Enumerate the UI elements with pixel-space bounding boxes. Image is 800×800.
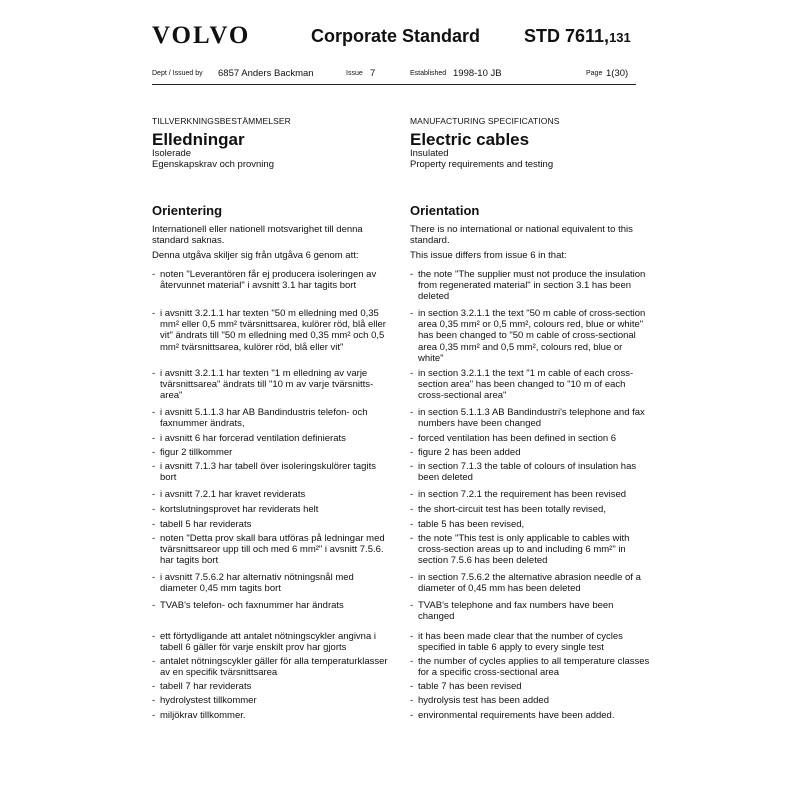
english-category: MANUFACTURING SPECIFICATIONS <box>410 116 560 126</box>
page-value: 1(30) <box>606 68 629 79</box>
english-change-item: - the note "This test is only applicable to cables with cross-section areas up to and including 6 mm²" in section 7.5.6 has been deleted <box>410 533 630 567</box>
swedish-change-item: - tabell 7 har reviderats <box>152 681 252 692</box>
swedish-category: TILLVERKNINGSBESTÄMMELSER <box>152 116 291 126</box>
header-divider <box>152 84 636 85</box>
swedish-change-item: - antalet nötningscykler gäller för alla temperaturklasser av en specifik tvärsnittsarea <box>152 656 388 679</box>
english-change-item: - in section 7.1.3 the table of colours of insulation has been deleted <box>410 461 637 484</box>
swedish-change-item: - noten "Leverantören får ej producera isoleringen av återvunnet material" i avsnitt 3.1 har tagits bort <box>152 269 377 292</box>
english-change-item: - in section 3.2.1.1 the text "50 m cable of cross-section area 0,35 mm² or 0,5 mm², colours red, blue or white" has been changed to "50 m cable of cross-sectional area 0,35 mm² and 0,5 mm², colours red, blue or white" <box>410 308 646 364</box>
english-change-item: - hydrolysis test has been added <box>410 695 549 706</box>
english-change-item: - it has been made clear that the number of cycles specified in table 6 apply to every single test <box>410 631 623 654</box>
english-change-item: - the number of cycles applies to all temperature classes for a specific cross-sectional area <box>410 656 650 679</box>
english-change-item: - the short-circuit test has been totally revised, <box>410 504 606 515</box>
swedish-change-item: - i avsnitt 5.1.1.3 har AB Bandindustris telefon- och faxnummer ändrats, <box>152 407 368 430</box>
issue-label: Issue <box>346 70 363 77</box>
volvo-logo: VOLVO <box>152 22 251 49</box>
english-intro-1: There is no international or national equivalent to this standard. <box>410 224 633 247</box>
swedish-body <box>152 224 392 721</box>
swedish-change-item: - i avsnitt 7.1.3 har tabell över isoleringskulörer tagits bort <box>152 461 376 484</box>
english-intro-2: This issue differs from issue 6 in that: <box>410 250 567 262</box>
swedish-change-item: - hydrolystest tillkommer <box>152 695 257 706</box>
page-label: Page <box>586 70 603 77</box>
swedish-change-item: - i avsnitt 3.2.1.1 har texten "1 m elledning av varje tvärsnittsarea" ändrats till "10 m av varje tvärsnitts-area" <box>152 368 374 402</box>
swedish-intro-1: Internationell eller nationell motsvarighet till denna standard saknas. <box>152 224 363 247</box>
swedish-change-item: - tabell 5 har reviderats <box>152 519 252 530</box>
english-section-heading: Orientation <box>410 203 480 218</box>
english-change-item: - figure 2 has been added <box>410 447 521 458</box>
english-heading-block <box>410 116 650 170</box>
english-subtitle-1: Insulated <box>410 148 449 159</box>
english-change-item: - TVAB's telephone and fax numbers have been changed <box>410 600 614 623</box>
english-change-item: - environmental requirements have been added. <box>410 710 615 721</box>
established-value: 1998-10 JB <box>453 68 502 79</box>
english-change-item: - table 5 has been revised, <box>410 519 525 530</box>
standard-number <box>524 26 631 47</box>
swedish-change-item: - TVAB's telefon- och faxnummer har ändrats <box>152 600 344 611</box>
swedish-subtitle-1: Isolerade <box>152 148 192 159</box>
swedish-change-item: - i avsnitt 7.5.6.2 har alternativ nötningsnål med diameter 0,45 mm tagits bort <box>152 572 354 595</box>
swedish-title: Elledningar <box>152 130 245 149</box>
swedish-change-item: - miljökrav tillkommer. <box>152 710 246 721</box>
english-change-item: - in section 7.2.1 the requirement has been revised <box>410 489 627 500</box>
swedish-heading-block <box>152 116 392 170</box>
english-change-item: - in section 5.1.1.3 AB Bandindustri's telephone and fax numbers have been changed <box>410 407 645 430</box>
english-change-item: - the note "The supplier must not produce the insulation from regenerated material" in section 3.1 has been deleted <box>410 269 646 303</box>
swedish-change-item: - i avsnitt 6 har forcerad ventilation definierats <box>152 433 346 444</box>
dept-label: Dept / Issued by <box>152 70 203 77</box>
swedish-change-item: - kortslutningsprovet har reviderats helt <box>152 504 319 515</box>
english-change-item: - in section 3.2.1.1 the text "1 m cable of each cross-section area" has been changed to "10 m of each cross-sectional area" <box>410 368 634 402</box>
english-change-item: - in section 7.5.6.2 the alternative abrasion needle of a diameter of 0,45 mm has been deleted <box>410 572 641 595</box>
standard-number-main: STD 7611, <box>524 26 610 46</box>
swedish-subtitle-2: Egenskapskrav och provning <box>152 158 274 170</box>
english-subtitle-2: Property requirements and testing <box>410 158 554 170</box>
english-title: Electric cables <box>410 130 530 149</box>
english-change-item: - table 7 has been revised <box>410 681 522 692</box>
document-type-title: Corporate Standard <box>311 26 481 46</box>
dept-value: 6857 Anders Backman <box>218 68 314 79</box>
standard-number-suffix: 131 <box>609 30 631 45</box>
english-body <box>410 224 650 721</box>
document-meta-row <box>0 68 800 84</box>
swedish-change-item: - figur 2 tillkommer <box>152 447 233 458</box>
swedish-change-item: - noten "Detta prov skall bara utföras på ledningar med tvärsnittsareor upp till och med 6 mm²" i avsnitt 7.5.6. har tagits bort <box>152 533 385 567</box>
swedish-intro-2: Denna utgåva skiljer sig från utgåva 6 genom att: <box>152 250 359 262</box>
swedish-change-item: - i avsnitt 7.2.1 har kravet reviderats <box>152 489 306 500</box>
issue-value: 7 <box>370 68 376 79</box>
english-change-item: - forced ventilation has been defined in section 6 <box>410 433 617 444</box>
established-label: Established <box>410 70 447 77</box>
swedish-change-item: - i avsnitt 3.2.1.1 har texten "50 m elledning med 0,35 mm² eller 0,5 mm² tvärsnittsarea, kulörer röd, blå eller vit" ändrats till "50 m elledning med 0,35 mm² och 0,5 mm² tvärsnittsarea, kulörer röd, blå eller vit" <box>152 308 386 353</box>
swedish-change-item: - ett förtydligande att antalet nötningscykler angivna i tabell 6 gäller för varje enskilt prov har gjorts <box>152 631 376 654</box>
swedish-section-heading: Orientering <box>152 203 223 218</box>
